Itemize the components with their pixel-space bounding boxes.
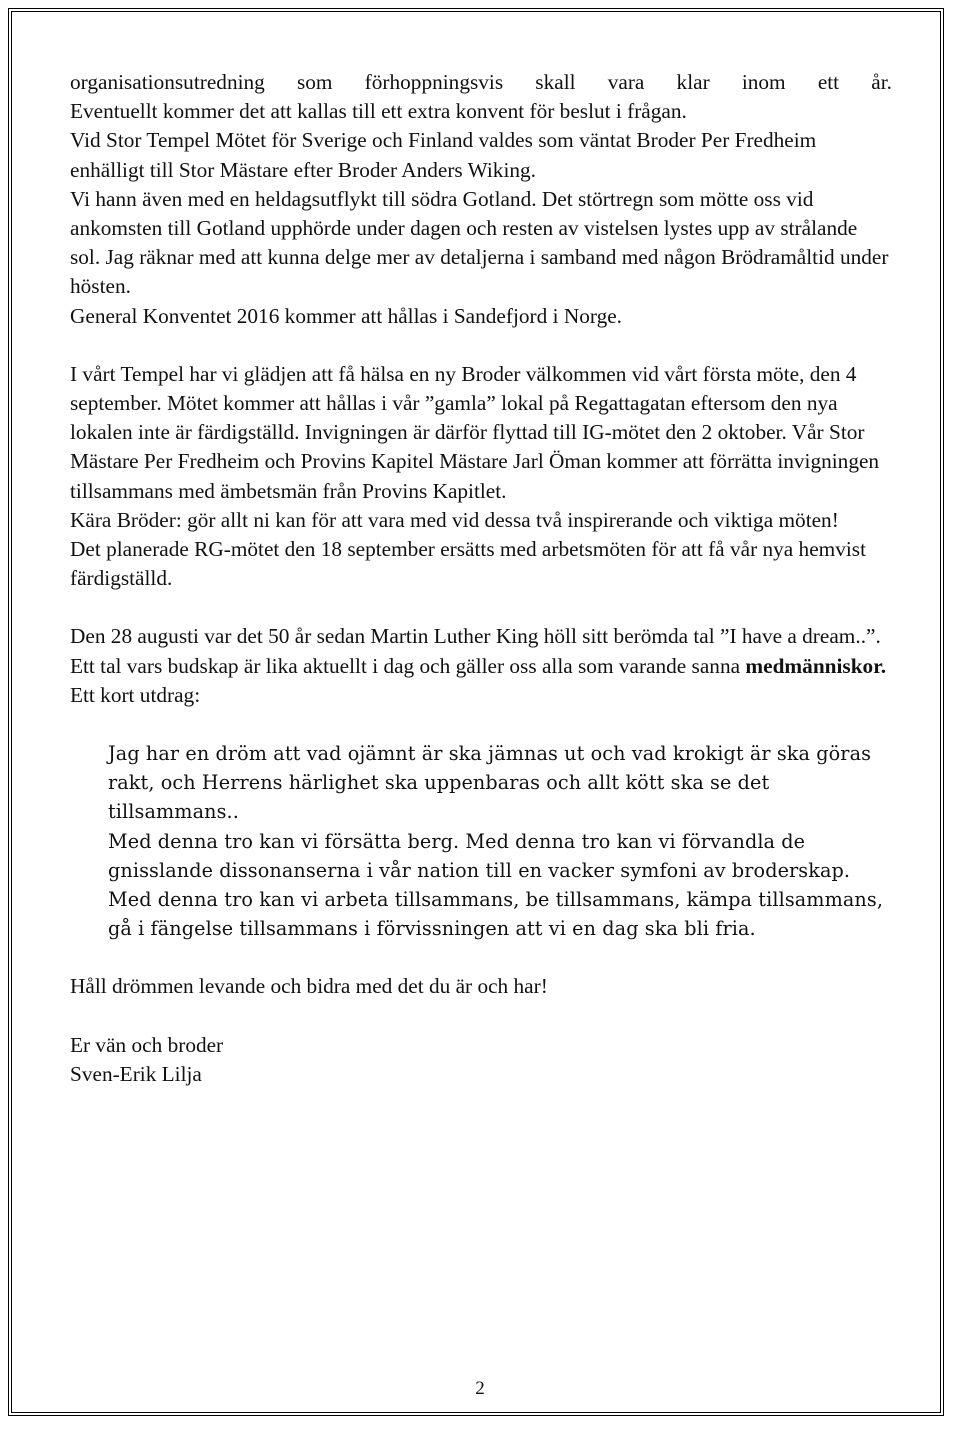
text-line: Vid Stor Tempel Mötet för Sverige och Finland valdes som väntat Broder Per Fredheim enhälligt till Stor Mästare efter Broder Anders Wiking.	[70, 128, 817, 182]
paragraph-exhortation: Kära Bröder: gör allt ni kan för att vara med vid dessa två inspirerande och viktiga möten!	[70, 507, 839, 532]
mlk-text-end: Ett kort utdrag:	[70, 682, 201, 707]
paragraph-gap	[70, 593, 892, 622]
text-line: Eventuellt kommer det att kallas till ett extra konvent för beslut i frågan.	[70, 99, 687, 124]
paragraph-new-brother: I vårt Tempel har vi glädjen att få hälsa en ny Broder välkommen vid vårt första möte, den 4 september. Mötet kommer att hållas i vår ”gamla” lokal på Regattagatan eftersom den nya lokalen inte är färdigställd. Invigningen är därför flyttad till IG-mötet den 2 oktober. Vår Stor Mästare Per Fredheim och Provins Kapitel Mästare Jarl Öman kommer att förrätta invigningen tillsammans med ämbetsmän från Provins Kapitlet.	[70, 361, 880, 503]
closing-exhortation: Håll drömmen levande och bidra med det du är och har!	[70, 974, 548, 999]
text-line: Vi hann även med en heldagsutflykt till södra Gotland. Det störtregn som mötte oss vid ankomsten till Gotland upphörde under dagen och resten av vistelsen lystes upp av strålande sol. Jag räknar med att kunna delge mer av detaljerna i samband med någon Brödramåltid under hösten.	[70, 186, 889, 299]
paragraph-gap	[70, 1002, 892, 1031]
paragraph-mlk	[70, 622, 892, 710]
paragraph-gap	[70, 943, 892, 972]
text-line: organisationsutredning som förhoppningsvis skall vara klar inom ett år.	[70, 70, 892, 94]
paragraph-gap	[70, 331, 892, 360]
paragraph-rg-meeting: Det planerade RG-mötet den 18 september ersätts med arbetsmöten för att få vår nya hemvist färdigställd.	[70, 537, 866, 591]
page-number: 2	[475, 1378, 485, 1399]
salutation: Er vän och broder	[70, 1032, 224, 1057]
letter-body	[70, 68, 892, 1089]
mlk-text: Den 28 augusti var det 50 år sedan Martin Luther King höll sitt berömda tal ”I have a dream..”. Ett tal vars budskap är lika aktuellt i dag och gäller oss alla som varande sanna	[70, 624, 881, 678]
paragraph-gap	[70, 710, 892, 739]
quote-paragraph: Med denna tro kan vi försätta berg. Med denna tro kan vi förvandla de gnisslande dissonanserna i vår nation till en vacker symfoni av broderskap. Med denna tro kan vi arbeta tillsammans, be tillsammans, kämpa tillsammans, gå i fängelse tillsammans i förvissningen att vi en dag ska bli fria.	[108, 829, 884, 941]
quote-paragraph: Jag har en dröm att vad ojämnt är ska jämnas ut och vad krokigt är ska göras rakt, och Herrens härlighet ska uppenbaras och allt kött ska se det tillsammans..	[108, 742, 872, 824]
text-line: General Konventet 2016 kommer att hållas i Sandefjord i Norge.	[70, 303, 622, 328]
mlk-bold-word: medmänniskor.	[745, 653, 887, 678]
signature: Sven-Erik Lilja	[70, 1061, 202, 1086]
